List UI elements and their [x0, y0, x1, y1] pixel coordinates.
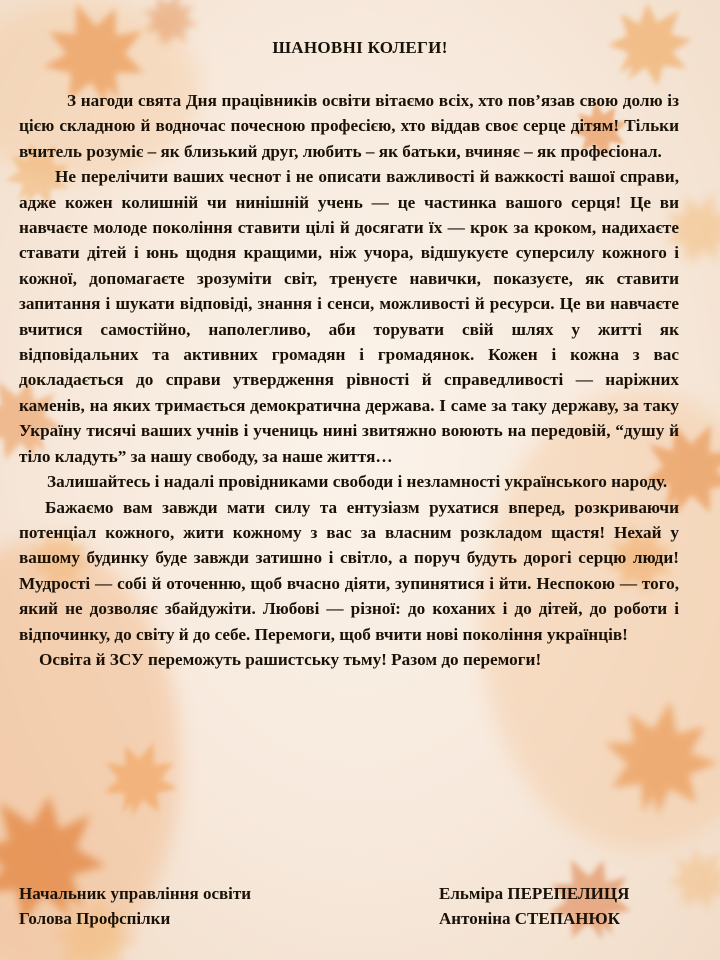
letter-title: ШАНОВНІ КОЛЕГИ!	[272, 38, 448, 57]
signature-position: Начальник управління освіти	[19, 884, 252, 903]
signature-name: Ельміра ПЕРЕПЕЛИЦЯ	[439, 884, 630, 903]
signature-row	[19, 906, 689, 931]
paragraph-virtues: Не перелічити ваших чеснот і не описати важливості й важкості вашої справи, адже кожен колишній чи нинішній учень — це частинка вашого серця! Це ви навчаєте молоде покоління ставити цілі й досягати їх — крок за кроком, надихаєте ставати дітей і юнь щодня кращими, ніж учора, відшукуєте суперсилу кожного і кожної, допомагаєте зрозуміти світ, тренуєте навички, показуєте, як ставити запитання і шукати відповіді, знання і сенси, можливості й ресурси. Це ви навчаєте вчитися самостійно, наполегливо, аби торувати свій шлях у житті як відповідальних та активних громадян і громадянок. Кожен і кожна з вас докладається до справи утвердження рівності й справедливості — наріжних каменів, на яких тримається демократична держава. І саме за таку державу, за таку Україну тисячі ваших учнів і учениць нині звитяжно воюють на передовій, “душу й тіло кладуть” за нашу свободу, за наше життя…	[19, 167, 679, 466]
signature-row	[19, 881, 689, 906]
paragraph-intro: З нагоди свята Дня працівників освіти вітаємо всіх, хто пов’язав свою долю із цією складною й водночас почесною професією, хто віддав своє серце дітям! Тільки вчитель розуміє – як близький друг, любить – як батьки, вчиняє – як професіонал.	[19, 91, 679, 161]
paragraph-freedom: Залишайтесь і надалі провідниками свободи і незламності українського народу.	[47, 472, 668, 492]
signature-name: Антоніна СТЕПАНЮК	[439, 909, 620, 928]
paragraph-wishes: Бажаємо вам завжди мати силу та ентузіазм рухатися вперед, розкриваючи потенціал кожного, жити кожному з вас за власним розкладом щастя! Нехай у вашому будинку буде завжди затишно і світло, а поруч будуть дорогі серцю люди! Мудрості — собі й оточенню, щоб вчасно діяти, зупинятися і йти. Неспокою — того, який не дозволяє збайдужіти. Любові — різної: до коханих і до дітей, до роботи і відпочинку, до світу й до себе. Перемоги, щоб вчити нові покоління українців!	[19, 497, 679, 644]
letter-body	[19, 88, 679, 672]
signature-position: Голова Профспілки	[19, 909, 171, 928]
slogan: Освіта й ЗСУ переможуть рашистську тьму! Разом до перемоги!	[39, 649, 542, 669]
signatures	[19, 881, 689, 931]
